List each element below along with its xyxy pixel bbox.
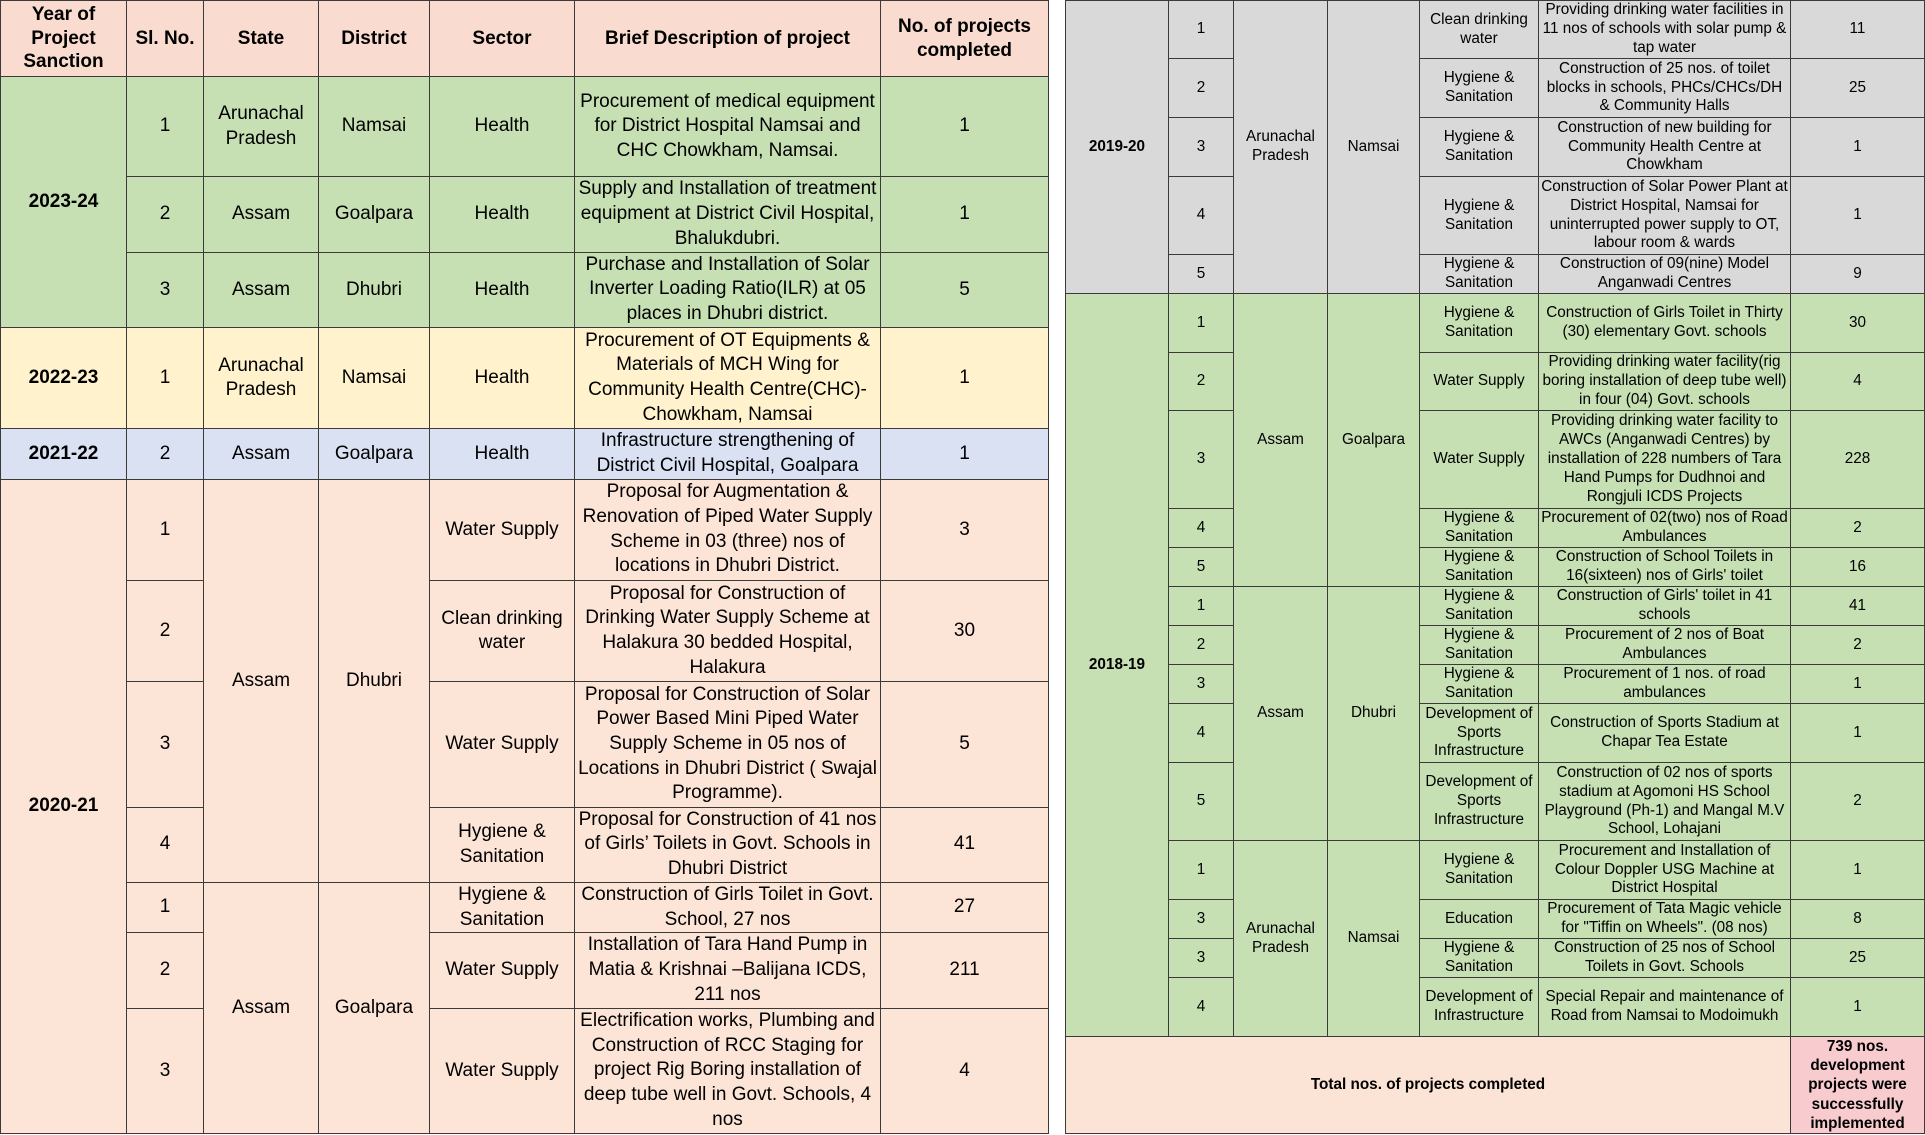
description-cell: Construction of Solar Power Plant at District Hospital, Namsai for uninterrupted power supply to OT, labour room & wards: [1539, 177, 1791, 255]
col-header-state: State: [204, 1, 319, 77]
description-cell: Providing drinking water facility to AWCs (Anganwadi Centres) by installation of 228 numbers of Tara Hand Pumps for Dudhnoi and Rongjuli ICDS Projects: [1539, 411, 1791, 509]
state-cell: Arunachal Pradesh: [204, 327, 319, 428]
count-cell: 16: [1791, 548, 1925, 587]
sector-cell: Health: [430, 177, 575, 252]
sl-no-cell: 3: [1169, 411, 1234, 509]
state-cell: Assam: [204, 177, 319, 252]
total-row: [1066, 1037, 1925, 1134]
table-row: [1066, 665, 1925, 704]
sl-no-cell: 5: [1169, 763, 1234, 841]
sl-no-cell: 3: [127, 1008, 204, 1133]
count-cell: 1: [1791, 978, 1925, 1037]
sector-cell: Water Supply: [1420, 353, 1539, 411]
district-cell: Dhubri: [1328, 587, 1420, 841]
state-cell: Assam: [1234, 294, 1328, 587]
district-cell: Dhubri: [319, 252, 430, 327]
sector-cell: Development of Sports Infrastructure: [1420, 763, 1539, 841]
state-cell: Arunachal Pradesh: [204, 77, 319, 177]
table-row: [1066, 939, 1925, 978]
sl-no-cell: 2: [127, 580, 204, 681]
description-cell: Construction of Girls' toilet in 41 schools: [1539, 587, 1791, 626]
count-cell: 30: [881, 580, 1049, 681]
sl-no-cell: 1: [1169, 587, 1234, 626]
table-row: [1, 77, 1049, 177]
table-row: [1066, 118, 1925, 177]
count-cell: 1: [881, 77, 1049, 177]
count-cell: 27: [881, 882, 1049, 933]
description-cell: Providing drinking water facility(rig boring installation of deep tube well) in four (04) Govt. schools: [1539, 353, 1791, 411]
sl-no-cell: 1: [127, 882, 204, 933]
table-row: [1066, 177, 1925, 255]
sl-no-cell: 2: [1169, 626, 1234, 665]
sector-cell: Health: [430, 327, 575, 428]
table-row: [1066, 900, 1925, 939]
description-cell: Construction of Girls Toilet in Thirty (30) elementary Govt. schools: [1539, 294, 1791, 353]
sector-cell: Hygiene & Sanitation: [1420, 939, 1539, 978]
description-cell: Proposal for Construction of Solar Power Based Mini Piped Water Supply Scheme in 05 nos of Locations in Dhubri District ( Swajal Programme).: [575, 682, 881, 807]
count-cell: 211: [881, 933, 1049, 1008]
sector-cell: Hygiene & Sanitation: [1420, 841, 1539, 900]
year-cell: 2018-19: [1066, 294, 1169, 1037]
sl-no-cell: 2: [127, 933, 204, 1008]
count-cell: 228: [1791, 411, 1925, 509]
sl-no-cell: 4: [1169, 509, 1234, 548]
count-cell: 4: [1791, 353, 1925, 411]
sl-no-cell: 4: [127, 807, 204, 882]
table-row: [1, 882, 1049, 933]
count-cell: 1: [881, 177, 1049, 252]
sector-cell: Water Supply: [430, 933, 575, 1008]
state-cell: Assam: [204, 882, 319, 1133]
table-row: [1066, 587, 1925, 626]
count-cell: 2: [1791, 763, 1925, 841]
table-row: [1, 682, 1049, 807]
sl-no-cell: 1: [1169, 294, 1234, 353]
sl-no-cell: 3: [1169, 900, 1234, 939]
count-cell: 41: [1791, 587, 1925, 626]
col-header-description: Brief Description of project: [575, 1, 881, 77]
description-cell: Procurement of Tata Magic vehicle for "Tiffin on Wheels". (08 nos): [1539, 900, 1791, 939]
description-cell: Construction of 25 nos. of toilet blocks in schools, PHCs/CHCs/DH & Community Halls: [1539, 59, 1791, 118]
description-cell: Electrification works, Plumbing and Construction of RCC Staging for project Rig Boring installation of deep tube well in Govt. Schools, 4 nos: [575, 1008, 881, 1133]
sector-cell: Development of Sports Infrastructure: [1420, 704, 1539, 763]
sl-no-cell: 2: [1169, 59, 1234, 118]
table-row: [1066, 255, 1925, 294]
table-row: [1, 1008, 1049, 1133]
table-row: [1066, 1, 1925, 59]
col-header-sl-no: Sl. No.: [127, 1, 204, 77]
header-row: [1, 1, 1049, 77]
count-cell: 5: [881, 682, 1049, 807]
year-cell: 2021-22: [1, 429, 127, 480]
sl-no-cell: 5: [1169, 255, 1234, 294]
state-cell: Assam: [1234, 587, 1328, 841]
sl-no-cell: 2: [1169, 353, 1234, 411]
sector-cell: Clean drinking water: [430, 580, 575, 681]
total-label: Total nos. of projects completed: [1066, 1037, 1791, 1134]
sl-no-cell: 1: [127, 327, 204, 428]
district-cell: Dhubri: [319, 479, 430, 882]
description-cell: Procurement of OT Equipments & Materials of MCH Wing for Community Health Centre(CHC)-Chowkham, Namsai: [575, 327, 881, 428]
description-cell: Proposal for Augmentation & Renovation of Piped Water Supply Scheme in 03 (three) nos of locations in Dhubri District.: [575, 479, 881, 580]
count-cell: 30: [1791, 294, 1925, 353]
description-cell: Purchase and Installation of Solar Inverter Loading Ratio(ILR) at 05 places in Dhubri district.: [575, 252, 881, 327]
state-cell: Arunachal Pradesh: [1234, 841, 1328, 1037]
sl-no-cell: 3: [1169, 665, 1234, 704]
description-cell: Procurement and Installation of Colour Doppler USG Machine at District Hospital: [1539, 841, 1791, 900]
sl-no-cell: 1: [127, 77, 204, 177]
count-cell: 4: [881, 1008, 1049, 1133]
table-row: [1066, 509, 1925, 548]
count-cell: 5: [881, 252, 1049, 327]
table-row: [1, 429, 1049, 480]
table-row: [1, 933, 1049, 1008]
district-cell: Goalpara: [319, 429, 430, 480]
description-cell: Construction of Girls Toilet in Govt. School, 27 nos: [575, 882, 881, 933]
state-cell: Assam: [204, 429, 319, 480]
sector-cell: Hygiene & Sanitation: [1420, 294, 1539, 353]
description-cell: Construction of Sports Stadium at Chapar Tea Estate: [1539, 704, 1791, 763]
sector-cell: Clean drinking water: [1420, 1, 1539, 59]
description-cell: Procurement of 1 nos. of road ambulances: [1539, 665, 1791, 704]
sector-cell: Health: [430, 77, 575, 177]
sl-no-cell: 2: [127, 177, 204, 252]
projects-table-right: [1065, 0, 1925, 1134]
sl-no-cell: 3: [1169, 939, 1234, 978]
sl-no-cell: 3: [127, 252, 204, 327]
sl-no-cell: 4: [1169, 177, 1234, 255]
count-cell: 25: [1791, 939, 1925, 978]
sector-cell: Hygiene & Sanitation: [1420, 665, 1539, 704]
count-cell: 1: [881, 327, 1049, 428]
sector-cell: Hygiene & Sanitation: [1420, 59, 1539, 118]
description-cell: Procurement of medical equipment for District Hospital Namsai and CHC Chowkham, Namsai.: [575, 77, 881, 177]
table-row: [1066, 841, 1925, 900]
description-cell: Supply and Installation of treatment equipment at District Civil Hospital, Bhalukdubri.: [575, 177, 881, 252]
description-cell: Providing drinking water facilities in 11 nos of schools with solar pump & tap water: [1539, 1, 1791, 59]
col-header-sector: Sector: [430, 1, 575, 77]
sector-cell: Education: [1420, 900, 1539, 939]
sector-cell: Hygiene & Sanitation: [1420, 255, 1539, 294]
count-cell: 1: [1791, 177, 1925, 255]
count-cell: 1: [1791, 118, 1925, 177]
count-cell: 1: [1791, 841, 1925, 900]
description-cell: Construction of 09(nine) Model Anganwadi Centres: [1539, 255, 1791, 294]
sector-cell: Hygiene & Sanitation: [1420, 548, 1539, 587]
description-cell: Proposal for Construction of Drinking Water Supply Scheme at Halakura 30 bedded Hospital, Halakura: [575, 580, 881, 681]
sector-cell: Hygiene & Sanitation: [1420, 177, 1539, 255]
sector-cell: Hygiene & Sanitation: [1420, 509, 1539, 548]
sl-no-cell: 1: [1169, 1, 1234, 59]
table-row: [1066, 763, 1925, 841]
count-cell: 11: [1791, 1, 1925, 59]
district-cell: Goalpara: [1328, 294, 1420, 587]
district-cell: Goalpara: [319, 882, 430, 1133]
table-row: [1066, 59, 1925, 118]
sector-cell: Health: [430, 252, 575, 327]
table-row: [1066, 548, 1925, 587]
sector-cell: Hygiene & Sanitation: [1420, 587, 1539, 626]
state-cell: Assam: [204, 252, 319, 327]
description-cell: Construction of 25 nos of School Toilets in Govt. Schools: [1539, 939, 1791, 978]
count-cell: 2: [1791, 509, 1925, 548]
count-cell: 25: [1791, 59, 1925, 118]
sector-cell: Hygiene & Sanitation: [430, 882, 575, 933]
sector-cell: Water Supply: [430, 1008, 575, 1133]
year-cell: 2020-21: [1, 479, 127, 1133]
count-cell: 8: [1791, 900, 1925, 939]
total-value: 739 nos. development projects were successfully implemented: [1791, 1037, 1925, 1134]
count-cell: 1: [1791, 704, 1925, 763]
description-cell: Construction of new building for Community Health Centre at Chowkham: [1539, 118, 1791, 177]
district-cell: Namsai: [319, 327, 430, 428]
table-row: [1, 327, 1049, 428]
table-row: [1066, 704, 1925, 763]
count-cell: 3: [881, 479, 1049, 580]
year-cell: 2022-23: [1, 327, 127, 428]
count-cell: 9: [1791, 255, 1925, 294]
sector-cell: Water Supply: [1420, 411, 1539, 509]
sl-no-cell: 3: [1169, 118, 1234, 177]
state-cell: Assam: [204, 479, 319, 882]
sector-cell: Water Supply: [430, 682, 575, 807]
district-cell: Namsai: [319, 77, 430, 177]
table-row: [1, 252, 1049, 327]
description-cell: Special Repair and maintenance of Road from Namsai to Modoimukh: [1539, 978, 1791, 1037]
description-cell: Procurement of 02(two) nos of Road Ambulances: [1539, 509, 1791, 548]
sl-no-cell: 1: [1169, 841, 1234, 900]
sl-no-cell: 4: [1169, 704, 1234, 763]
sl-no-cell: 5: [1169, 548, 1234, 587]
year-cell: 2019-20: [1066, 1, 1169, 294]
col-header-district: District: [319, 1, 430, 77]
sector-cell: Development of Infrastructure: [1420, 978, 1539, 1037]
sector-cell: Water Supply: [430, 479, 575, 580]
district-cell: Namsai: [1328, 841, 1420, 1037]
description-cell: Procurement of 2 nos of Boat Ambulances: [1539, 626, 1791, 665]
table-row: [1066, 294, 1925, 353]
sector-cell: Hygiene & Sanitation: [1420, 118, 1539, 177]
description-cell: Construction of 02 nos of sports stadium at Agomoni HS School Playground (Ph-1) and Mangal M.V School, Lohajani: [1539, 763, 1791, 841]
table-row: [1, 479, 1049, 580]
table-row: [1, 177, 1049, 252]
sector-cell: Hygiene & Sanitation: [430, 807, 575, 882]
description-cell: Infrastructure strengthening of District Civil Hospital, Goalpara: [575, 429, 881, 480]
sector-cell: Health: [430, 429, 575, 480]
table-row: [1, 580, 1049, 681]
count-cell: 41: [881, 807, 1049, 882]
district-cell: Namsai: [1328, 1, 1420, 294]
district-cell: Goalpara: [319, 177, 430, 252]
sl-no-cell: 4: [1169, 978, 1234, 1037]
table-row: [1066, 411, 1925, 509]
sl-no-cell: 1: [127, 479, 204, 580]
table-row: [1066, 626, 1925, 665]
table-row: [1066, 353, 1925, 411]
table-row: [1066, 978, 1925, 1037]
count-cell: 1: [1791, 665, 1925, 704]
description-cell: Proposal for Construction of 41 nos of Girls’ Toilets in Govt. Schools in Dhubri District: [575, 807, 881, 882]
sector-cell: Hygiene & Sanitation: [1420, 626, 1539, 665]
sl-no-cell: 3: [127, 682, 204, 807]
count-cell: 1: [881, 429, 1049, 480]
description-cell: Construction of School Toilets in 16(sixteen) nos of Girls' toilet: [1539, 548, 1791, 587]
count-cell: 2: [1791, 626, 1925, 665]
description-cell: Installation of Tara Hand Pump in Matia & Krishnai –Balijana ICDS, 211 nos: [575, 933, 881, 1008]
table-row: [1, 807, 1049, 882]
col-header-year: Year of Project Sanction: [1, 1, 127, 77]
state-cell: Arunachal Pradesh: [1234, 1, 1328, 294]
sl-no-cell: 2: [127, 429, 204, 480]
year-cell: 2023-24: [1, 77, 127, 328]
col-header-projects-completed: No. of projects completed: [881, 1, 1049, 77]
